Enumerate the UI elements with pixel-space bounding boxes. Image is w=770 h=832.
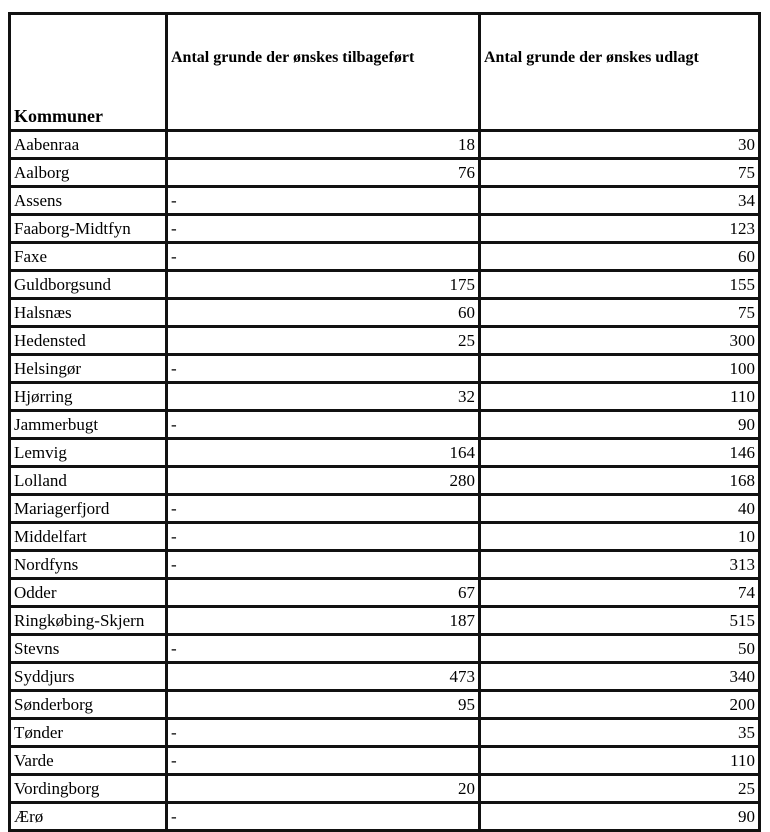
- table-row: [10, 635, 760, 663]
- designated-count-cell: 75: [480, 299, 760, 327]
- table-row: [10, 299, 760, 327]
- municipality-name-cell: Stevns: [10, 635, 167, 663]
- table-row: [10, 355, 760, 383]
- returned-count-cell: -: [167, 719, 480, 747]
- municipality-name-cell: Lolland: [10, 467, 167, 495]
- municipality-name-cell: Jammerbugt: [10, 411, 167, 439]
- returned-count-cell: -: [167, 803, 480, 831]
- designated-count-cell: 168: [480, 467, 760, 495]
- returned-count-cell: -: [167, 355, 480, 383]
- designated-count-cell: 100: [480, 355, 760, 383]
- designated-count-cell: 40: [480, 495, 760, 523]
- table-row: [10, 579, 760, 607]
- municipality-name-cell: Guldborgsund: [10, 271, 167, 299]
- returned-count-cell: 187: [167, 607, 480, 635]
- table-row: [10, 775, 760, 803]
- designated-count-cell: 35: [480, 719, 760, 747]
- returned-count-cell: 175: [167, 271, 480, 299]
- municipality-name-cell: Assens: [10, 187, 167, 215]
- returned-count-cell: -: [167, 215, 480, 243]
- returned-count-cell: -: [167, 495, 480, 523]
- designated-count-cell: 90: [480, 803, 760, 831]
- returned-count-cell: -: [167, 747, 480, 775]
- returned-count-cell: -: [167, 243, 480, 271]
- table-row: [10, 215, 760, 243]
- returned-count-cell: 67: [167, 579, 480, 607]
- returned-count-cell: 20: [167, 775, 480, 803]
- designated-count-cell: 110: [480, 383, 760, 411]
- municipality-name-cell: Ærø: [10, 803, 167, 831]
- returned-count-cell: 25: [167, 327, 480, 355]
- municipality-name-cell: Mariagerfjord: [10, 495, 167, 523]
- table-row: [10, 495, 760, 523]
- municipality-name-cell: Nordfyns: [10, 551, 167, 579]
- municipality-name-cell: Sønderborg: [10, 691, 167, 719]
- table-row: [10, 719, 760, 747]
- table-row: [10, 691, 760, 719]
- returned-count-cell: 32: [167, 383, 480, 411]
- returned-count-cell: 164: [167, 439, 480, 467]
- table-row: [10, 467, 760, 495]
- table-row: [10, 747, 760, 775]
- designated-count-cell: 340: [480, 663, 760, 691]
- municipality-name-cell: Hedensted: [10, 327, 167, 355]
- municipality-name-cell: Syddjurs: [10, 663, 167, 691]
- returned-count-cell: -: [167, 523, 480, 551]
- table-row: [10, 159, 760, 187]
- municipality-name-cell: Lemvig: [10, 439, 167, 467]
- returned-count-cell: -: [167, 551, 480, 579]
- table-row: [10, 663, 760, 691]
- table-row: [10, 439, 760, 467]
- designated-count-cell: 74: [480, 579, 760, 607]
- table-row: [10, 803, 760, 831]
- municipality-name-cell: Ringkøbing-Skjern: [10, 607, 167, 635]
- municipality-name-cell: Halsnæs: [10, 299, 167, 327]
- table-body: [10, 131, 760, 831]
- header-municipality: Kommuner: [10, 14, 167, 131]
- designated-count-cell: 90: [480, 411, 760, 439]
- designated-count-cell: 60: [480, 243, 760, 271]
- municipality-name-cell: Helsingør: [10, 355, 167, 383]
- municipality-table: [8, 12, 761, 832]
- municipality-name-cell: Aabenraa: [10, 131, 167, 159]
- designated-count-cell: 30: [480, 131, 760, 159]
- returned-count-cell: 473: [167, 663, 480, 691]
- municipality-name-cell: Middelfart: [10, 523, 167, 551]
- municipality-name-cell: Odder: [10, 579, 167, 607]
- table-row: [10, 411, 760, 439]
- returned-count-cell: -: [167, 411, 480, 439]
- returned-count-cell: 18: [167, 131, 480, 159]
- designated-count-cell: 50: [480, 635, 760, 663]
- returned-count-cell: 76: [167, 159, 480, 187]
- table-row: [10, 383, 760, 411]
- header-returned: Antal grunde der ønskes tilbageført: [167, 14, 480, 131]
- returned-count-cell: -: [167, 635, 480, 663]
- designated-count-cell: 123: [480, 215, 760, 243]
- designated-count-cell: 110: [480, 747, 760, 775]
- table-row: [10, 271, 760, 299]
- table-row: [10, 187, 760, 215]
- table-row: [10, 131, 760, 159]
- municipality-name-cell: Faxe: [10, 243, 167, 271]
- designated-count-cell: 25: [480, 775, 760, 803]
- table-row: [10, 523, 760, 551]
- table-row: [10, 551, 760, 579]
- table-header-row: [10, 14, 760, 131]
- header-designated: Antal grunde der ønskes udlagt: [480, 14, 760, 131]
- designated-count-cell: 200: [480, 691, 760, 719]
- municipality-name-cell: Faaborg-Midtfyn: [10, 215, 167, 243]
- designated-count-cell: 10: [480, 523, 760, 551]
- returned-count-cell: 280: [167, 467, 480, 495]
- designated-count-cell: 146: [480, 439, 760, 467]
- municipality-name-cell: Vordingborg: [10, 775, 167, 803]
- municipality-name-cell: Aalborg: [10, 159, 167, 187]
- returned-count-cell: 60: [167, 299, 480, 327]
- designated-count-cell: 313: [480, 551, 760, 579]
- municipality-name-cell: Tønder: [10, 719, 167, 747]
- municipality-name-cell: Hjørring: [10, 383, 167, 411]
- municipality-name-cell: Varde: [10, 747, 167, 775]
- designated-count-cell: 515: [480, 607, 760, 635]
- returned-count-cell: 95: [167, 691, 480, 719]
- table-row: [10, 243, 760, 271]
- designated-count-cell: 75: [480, 159, 760, 187]
- returned-count-cell: -: [167, 187, 480, 215]
- document-sheet: [8, 12, 760, 832]
- designated-count-cell: 300: [480, 327, 760, 355]
- designated-count-cell: 155: [480, 271, 760, 299]
- table-row: [10, 327, 760, 355]
- table-row: [10, 607, 760, 635]
- designated-count-cell: 34: [480, 187, 760, 215]
